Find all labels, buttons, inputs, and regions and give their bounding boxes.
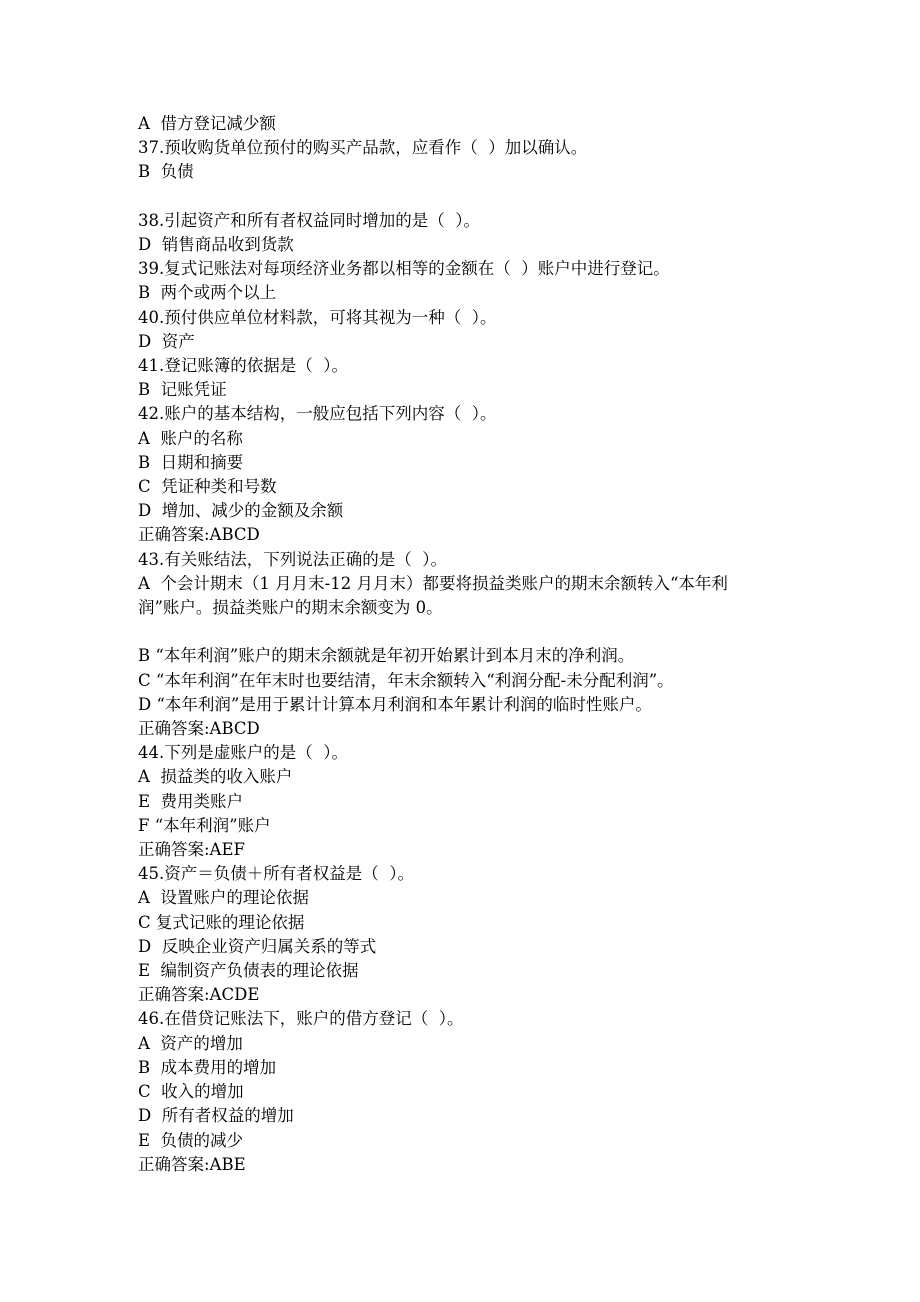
answer-line: 正确答案:AEF [138, 840, 245, 860]
option-line: C “本年利润”在年末时也要结清，年末余额转入“利润分配-未分配利润”。 [138, 670, 674, 690]
option-line-continued: 润”账户。损益类账户的期末余额变为 0。 [138, 598, 443, 618]
question-38: 38.引起资产和所有者权益同时增加的是（ ）。 [138, 210, 480, 230]
option-line: B 两个或两个以上 [138, 283, 277, 303]
option-line: A 设置账户的理论依据 [138, 888, 309, 908]
option-line: A 账户的名称 [138, 428, 243, 448]
answer-line: 正确答案:ABE [138, 1154, 246, 1174]
question-37: 37.预收购货单位预付的购买产品款，应看作（ ）加以确认。 [138, 138, 588, 158]
option-line: E 费用类账户 [138, 791, 244, 811]
option-line: A 资产的增加 [138, 1033, 243, 1053]
question-46: 46.在借贷记账法下，账户的借方登记（ ）。 [138, 1009, 464, 1029]
answer-line: 正确答案:ACDE [138, 985, 260, 1005]
option-line: D 增加、减少的金额及余额 [138, 501, 344, 521]
option-line: D “本年利润”是用于累计计算本月利润和本年累计利润的临时性账户。 [138, 694, 652, 714]
option-line: A 个会计期末（1 月月末-12 月月末）都要将损益类账户的期末余额转入“本年利 [138, 573, 728, 593]
blank-line [138, 185, 798, 209]
option-line: A 损益类的收入账户 [138, 767, 293, 787]
option-line: C 凭证种类和号数 [138, 477, 277, 497]
option-line: E 编制资产负债表的理论依据 [138, 961, 359, 981]
question-42: 42.账户的基本结构，一般应包括下列内容（ ）。 [138, 404, 497, 424]
option-line: B 日期和摘要 [138, 452, 244, 472]
document-body [138, 112, 798, 1177]
option-line: C 复式记账的理论依据 [138, 912, 305, 932]
question-41: 41.登记账簿的依据是（ ）。 [138, 356, 348, 376]
question-43: 43.有关账结法，下列说法正确的是（ ）。 [138, 549, 447, 569]
answer-line: 正确答案:ABCD [138, 719, 260, 739]
option-line: D 所有者权益的增加 [138, 1106, 294, 1126]
option-line: F “本年利润”账户 [138, 815, 271, 835]
option-line: B 记账凭证 [138, 380, 227, 400]
question-40: 40.预付供应单位材料款，可将其视为一种（ ）。 [138, 307, 497, 327]
option-line: E 负债的减少 [138, 1130, 244, 1150]
option-line: C 收入的增加 [138, 1082, 244, 1102]
question-45: 45.资产＝负债＋所有者权益是（ ）。 [138, 864, 414, 884]
answer-line: 正确答案:ABCD [138, 525, 260, 545]
blank-line [138, 620, 798, 644]
question-44: 44.下列是虚账户的是（ ）。 [138, 743, 348, 763]
option-line: B 成本费用的增加 [138, 1057, 277, 1077]
option-line: D 资产 [138, 331, 195, 351]
option-line: D 反映企业资产归属关系的等式 [138, 936, 377, 956]
option-line: B “本年利润”账户的期末余额就是年初开始累计到本月末的净利润。 [138, 646, 635, 666]
option-line: D 销售商品收到货款 [138, 235, 294, 254]
option-line: A 借方登记减少额 [138, 114, 276, 133]
question-39: 39.复式记账法对每项经济业务都以相等的金额在（ ）账户中进行登记。 [138, 259, 670, 279]
option-line: B 负债 [138, 162, 194, 182]
